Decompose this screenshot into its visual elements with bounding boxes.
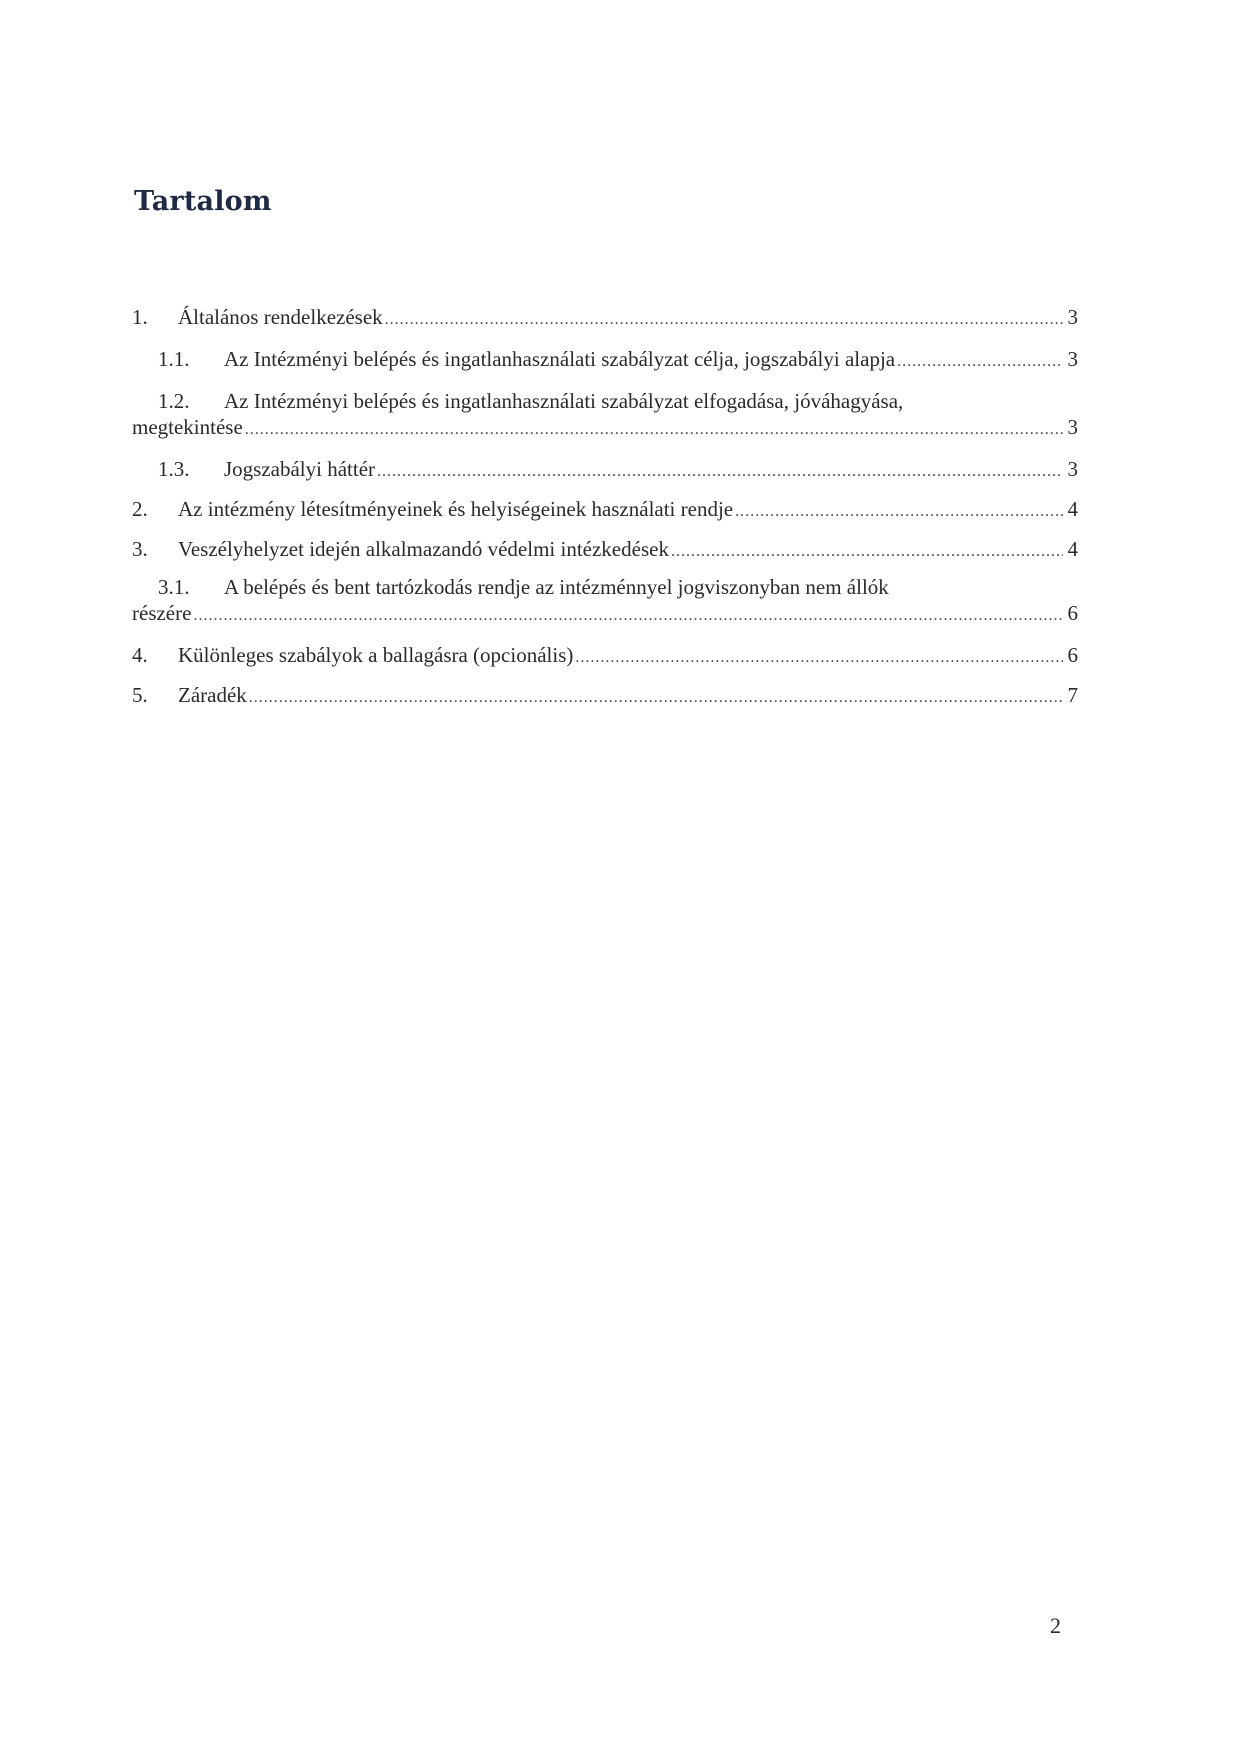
toc-entry-page: 7 [1067, 683, 1078, 707]
toc-dot-leader [193, 603, 1063, 629]
toc-entry-page: 3 [1067, 415, 1078, 439]
toc-entry-page: 4 [1067, 537, 1078, 561]
toc-dot-leader [385, 307, 1063, 333]
toc-dot-leader [671, 539, 1063, 565]
toc-entry-number: 3. [132, 537, 148, 561]
toc-dot-leader [249, 685, 1063, 711]
toc-entry-page: 3 [1067, 305, 1078, 329]
toc-entry-page: 6 [1067, 643, 1078, 667]
toc-entry-title: Jogszabályi háttér [224, 457, 376, 481]
toc-entry-number: 1. [132, 305, 148, 329]
toc-entry-1[interactable] [132, 304, 1078, 333]
toc-dot-leader [735, 499, 1063, 525]
toc-entry-4[interactable] [132, 642, 1078, 671]
toc-entry-number: 4. [132, 643, 148, 667]
toc-entry-number: 1.1. [158, 347, 190, 371]
toc-entry-3-1[interactable] [132, 574, 1078, 629]
toc-heading: Tartalom [134, 186, 272, 217]
toc-entry-title-continuation: megtekintése [132, 415, 243, 439]
toc-entry-number: 5. [132, 683, 148, 707]
toc-entry-title: Az intézmény létesítményeinek és helyiségeinek használati rendje [178, 497, 734, 521]
toc-entry-3[interactable] [132, 536, 1078, 565]
toc-entry-2[interactable] [132, 496, 1078, 525]
toc-entry-page: 6 [1067, 601, 1078, 625]
toc-entry-title: Az Intézményi belépés és ingatlanhasználati szabályzat elfogadása, jóváhagyása, [224, 389, 904, 413]
toc-entry-number: 3.1. [158, 575, 190, 599]
toc-entry-title: Záradék [178, 683, 247, 707]
toc-dot-leader [377, 459, 1063, 485]
toc-entry-title: Különleges szabályok a ballagásra (opcionális) [178, 643, 574, 667]
toc-entry-title: Általános rendelkezések [178, 305, 383, 329]
toc-entry-title: A belépés és bent tartózkodás rendje az intézménnyel jogviszonyban nem állók [224, 575, 889, 599]
toc-entry-number: 2. [132, 497, 148, 521]
toc-entry-title: Az Intézményi belépés és ingatlanhasználati szabályzat célja, jogszabályi alapja [224, 347, 896, 371]
toc-dot-leader [575, 645, 1063, 671]
page-number: 2 [1050, 1613, 1061, 1638]
toc-dot-leader [897, 349, 1063, 375]
toc-entry-5[interactable] [132, 682, 1078, 711]
toc-entry-number: 1.2. [158, 389, 190, 413]
toc-entry-1-2[interactable] [132, 388, 1078, 443]
toc-entry-page: 3 [1067, 457, 1078, 481]
toc-entry-page: 4 [1067, 497, 1078, 521]
toc-entry-number: 1.3. [158, 457, 190, 481]
toc-entry-title-continuation: részére [132, 601, 192, 625]
toc-dot-leader [245, 417, 1063, 443]
toc-entry-1-3[interactable] [158, 456, 1078, 485]
toc-entry-title: Veszélyhelyzet idején alkalmazandó védelmi intézkedések [178, 537, 669, 561]
toc-entry-page: 3 [1067, 347, 1078, 371]
toc-entry-1-1[interactable] [158, 346, 1078, 375]
